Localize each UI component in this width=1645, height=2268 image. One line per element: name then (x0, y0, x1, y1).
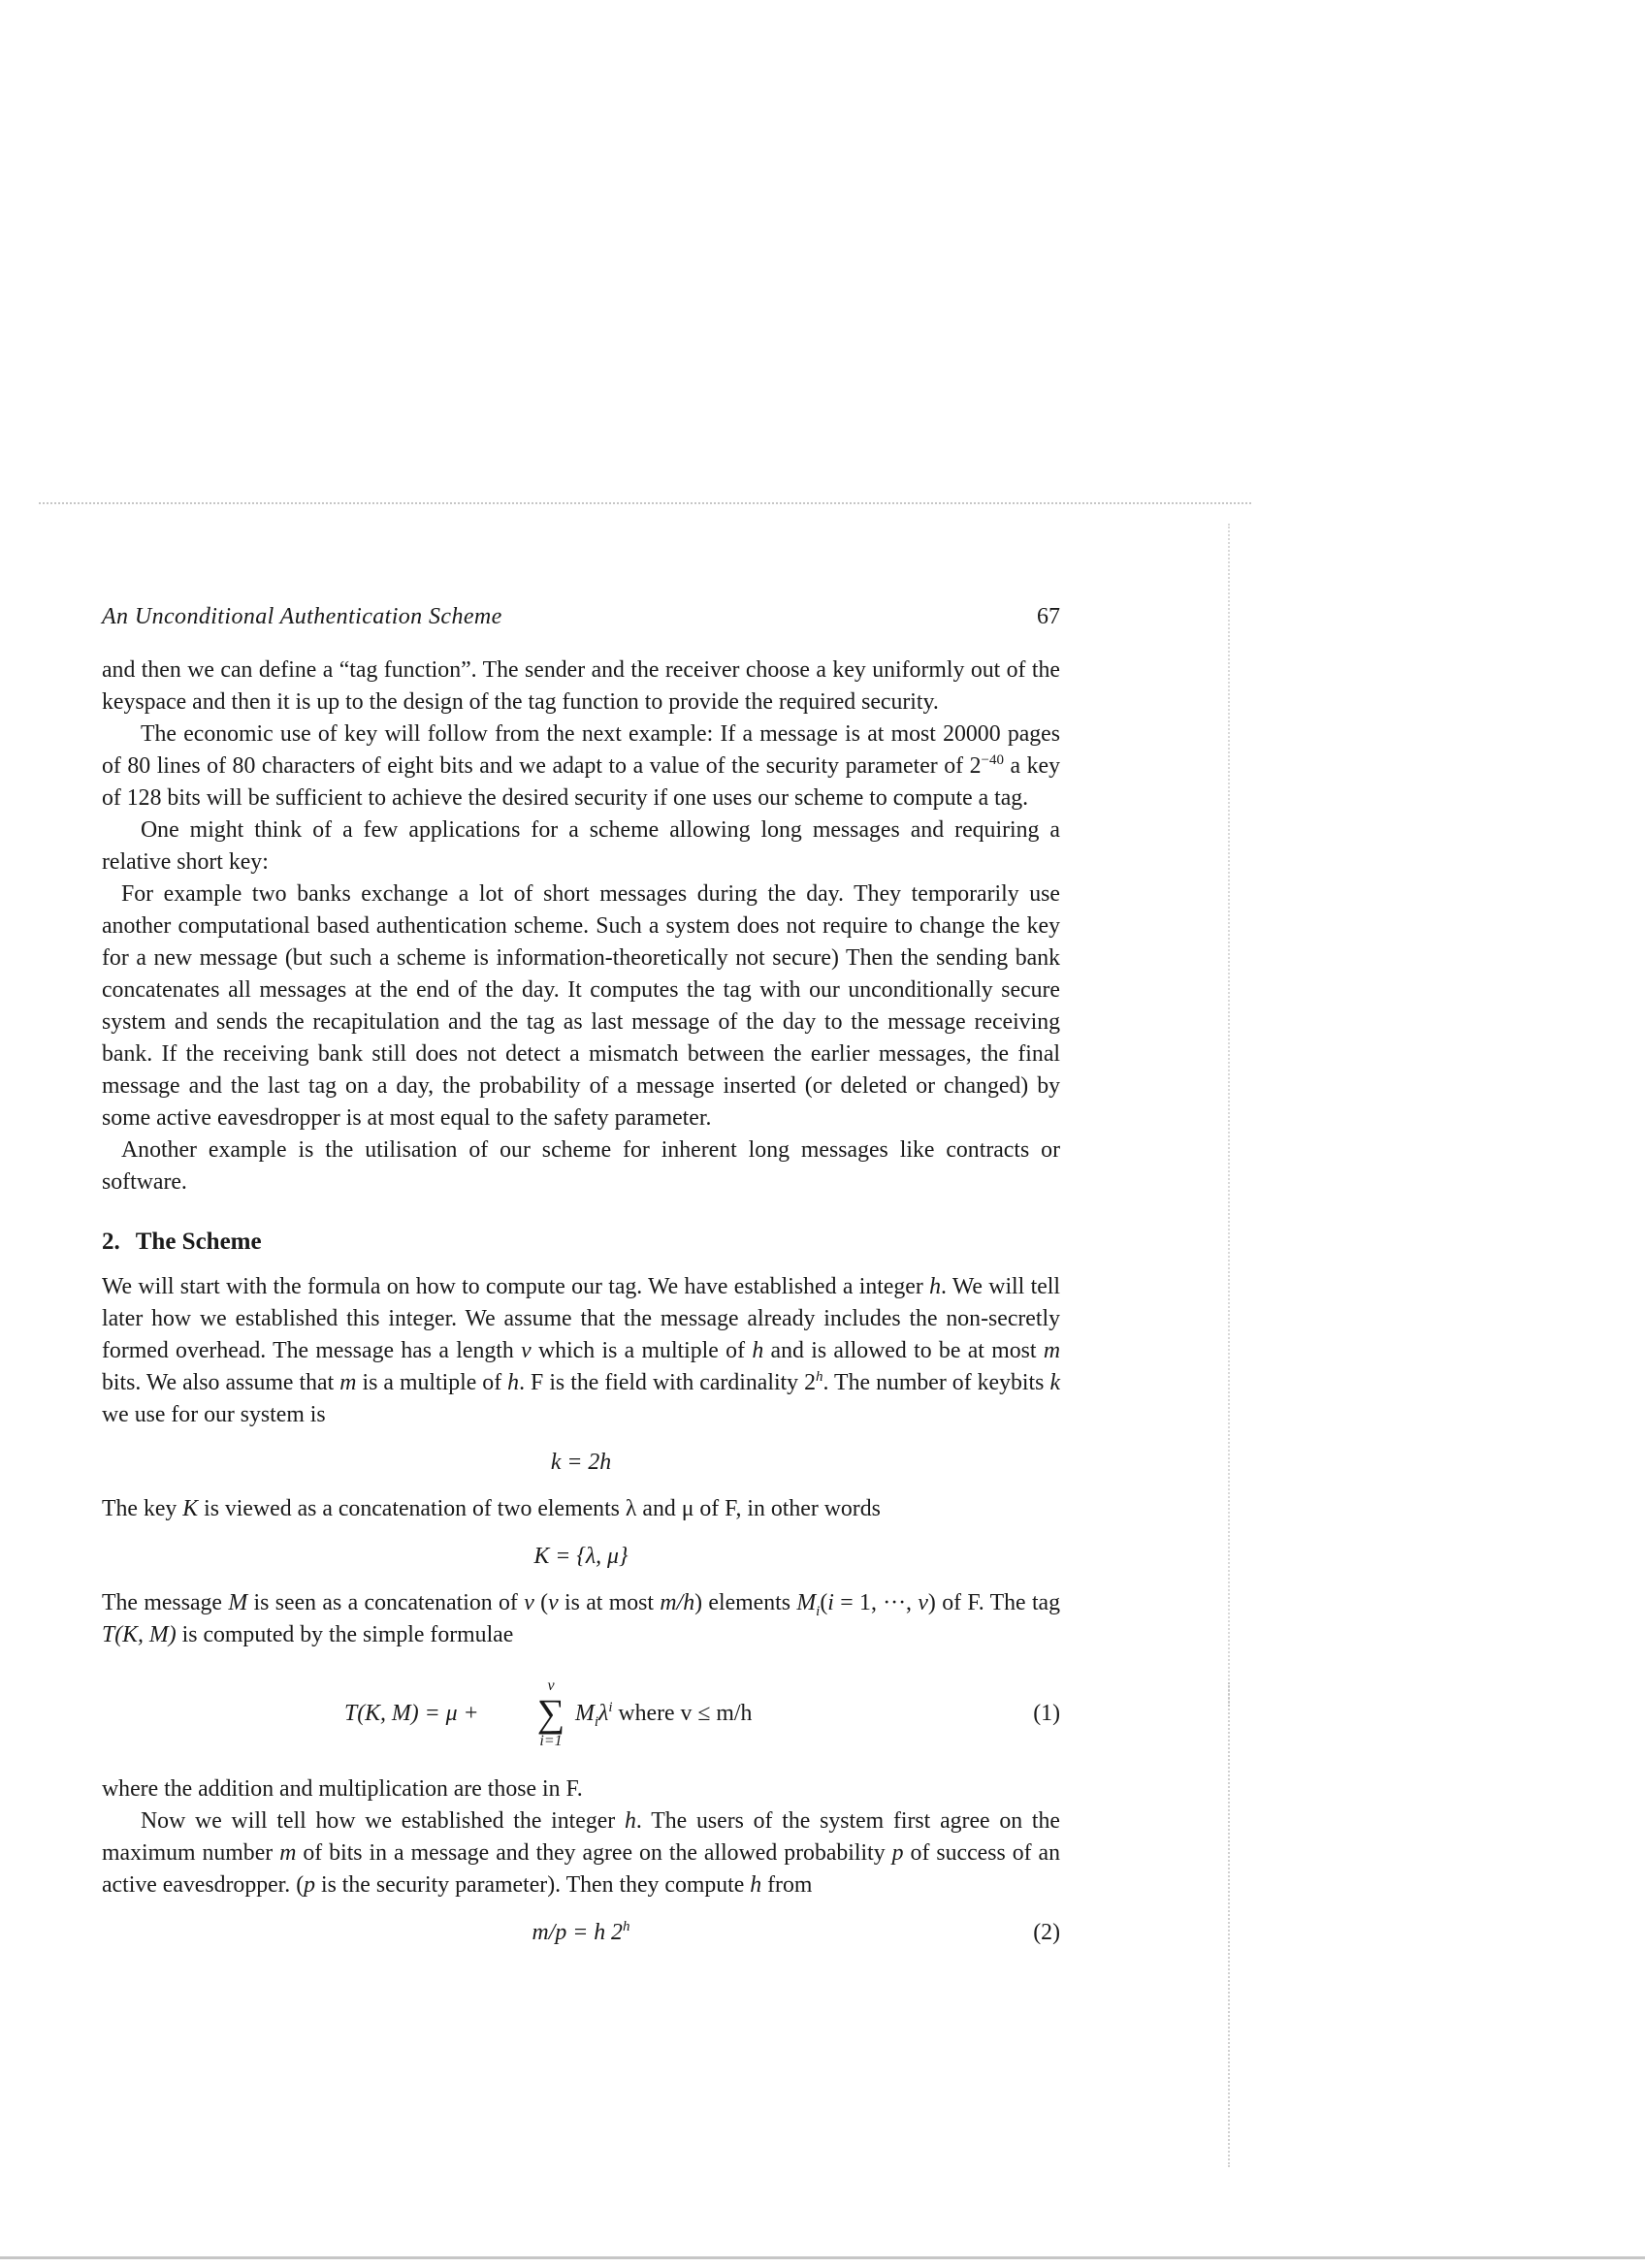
page-body (102, 601, 1060, 1964)
running-head (102, 601, 1060, 633)
paragraph-6: We will start with the formula on how to compute our tag. We have established a integer h. We will tell later how we established this integer. We assume that the message already includes the non-secretly formed overhead. The message has a length v which is a multiple of h and is allowed to be at most m bits. We also assume that m is a multiple of h. F is the field with cardinality 2$^h$. The number of keybits k we use for our system is (102, 1274, 1060, 1427)
scan-artifact-right-lower (1228, 1682, 1230, 2167)
section-heading (102, 1226, 1060, 1258)
scan-artifact-top (39, 502, 1251, 504)
paragraph-3: One might think of a few applications for a scheme allowing long messages and requiring a relative short key: (102, 817, 1060, 875)
equation-1 (102, 1663, 1060, 1764)
section-number: 2. (102, 1229, 120, 1255)
paragraph-8: The message M is seen as a concatenation of v (v is at most m/h) elements $M_i(i = 1$, ···, v) of F. The tag T(K, M) is computed by the simple formulae (102, 1590, 1061, 1647)
summation-symbol: v ∑ i=1 (536, 1677, 565, 1749)
section-title: The Scheme (135, 1229, 262, 1255)
equation-1-rhs: $M_i\lambda^i$ where v ≤ m/h (575, 1700, 753, 1730)
paragraph-5: Another example is the utilisation of our scheme for inherent long messages like contracts or software. (102, 1137, 1060, 1195)
page-number: 67 (1037, 604, 1060, 629)
equation-2-number: (2) (1033, 1920, 1060, 1945)
scan-artifact-right (1228, 524, 1230, 1707)
equation-2 (102, 1915, 1060, 1950)
paragraph-7: The key K is viewed as a concatenation of two elements λ and μ of F, in other words (102, 1496, 881, 1521)
equation-key: K = {λ, μ} (533, 1544, 629, 1569)
equation-1-lhs: T(K, M) = μ + (344, 1701, 479, 1726)
paragraph-9: where the addition and multiplication are those in F. (102, 1776, 583, 1802)
paragraph-10: Now we will tell how we established the integer h. The users of the system first agree on the maximum number m of bits in a message and they agree on the allowed probability p of success of an active eavesdropper. (p is the security parameter). Then they compute h from (102, 1808, 1060, 1898)
paragraph-1: and then we can define a “tag function”. The sender and the receiver choose a key uniformly out of the keyspace and then it is up to the design of the tag function to provide the required security. (102, 657, 1060, 715)
paragraph-2: The economic use of key will follow from the next example: If a message is at most 20000 pages of 80 lines of 80 characters of eight bits and we adapt to a value of the security parameter of $2^{-40}$ a key of 128 bits will be sufficient to achieve the desired security if one uses our scheme to compute a tag. (102, 721, 1060, 811)
equation-k: k = 2h (550, 1450, 612, 1475)
equation-1-number: (1) (1033, 1701, 1060, 1726)
paragraph-4: For example two banks exchange a lot of short messages during the day. They temporarily use another computational based authentication scheme. Such a system does not require to change the key for a new message (but such a scheme is information-theoretically not secure) Then the sending bank concatenates all messages at the end of the day. It computes the tag with our unconditionally secure system and sends the recapitulation and the tag as last message of the day to the message receiving bank. If the receiving bank still does not detect a mismatch between the earlier messages, the final message and the last tag on a day, the probability of a message inserted (or deleted or changed) by some active eavesdropper is at most equal to the safety parameter. (102, 881, 1060, 1131)
scan-artifact-bottom (0, 2256, 1645, 2259)
running-head-title: An Unconditional Authentication Scheme (102, 604, 502, 629)
equation-2-body: m/p = h 2$^h$ (532, 1919, 630, 1945)
